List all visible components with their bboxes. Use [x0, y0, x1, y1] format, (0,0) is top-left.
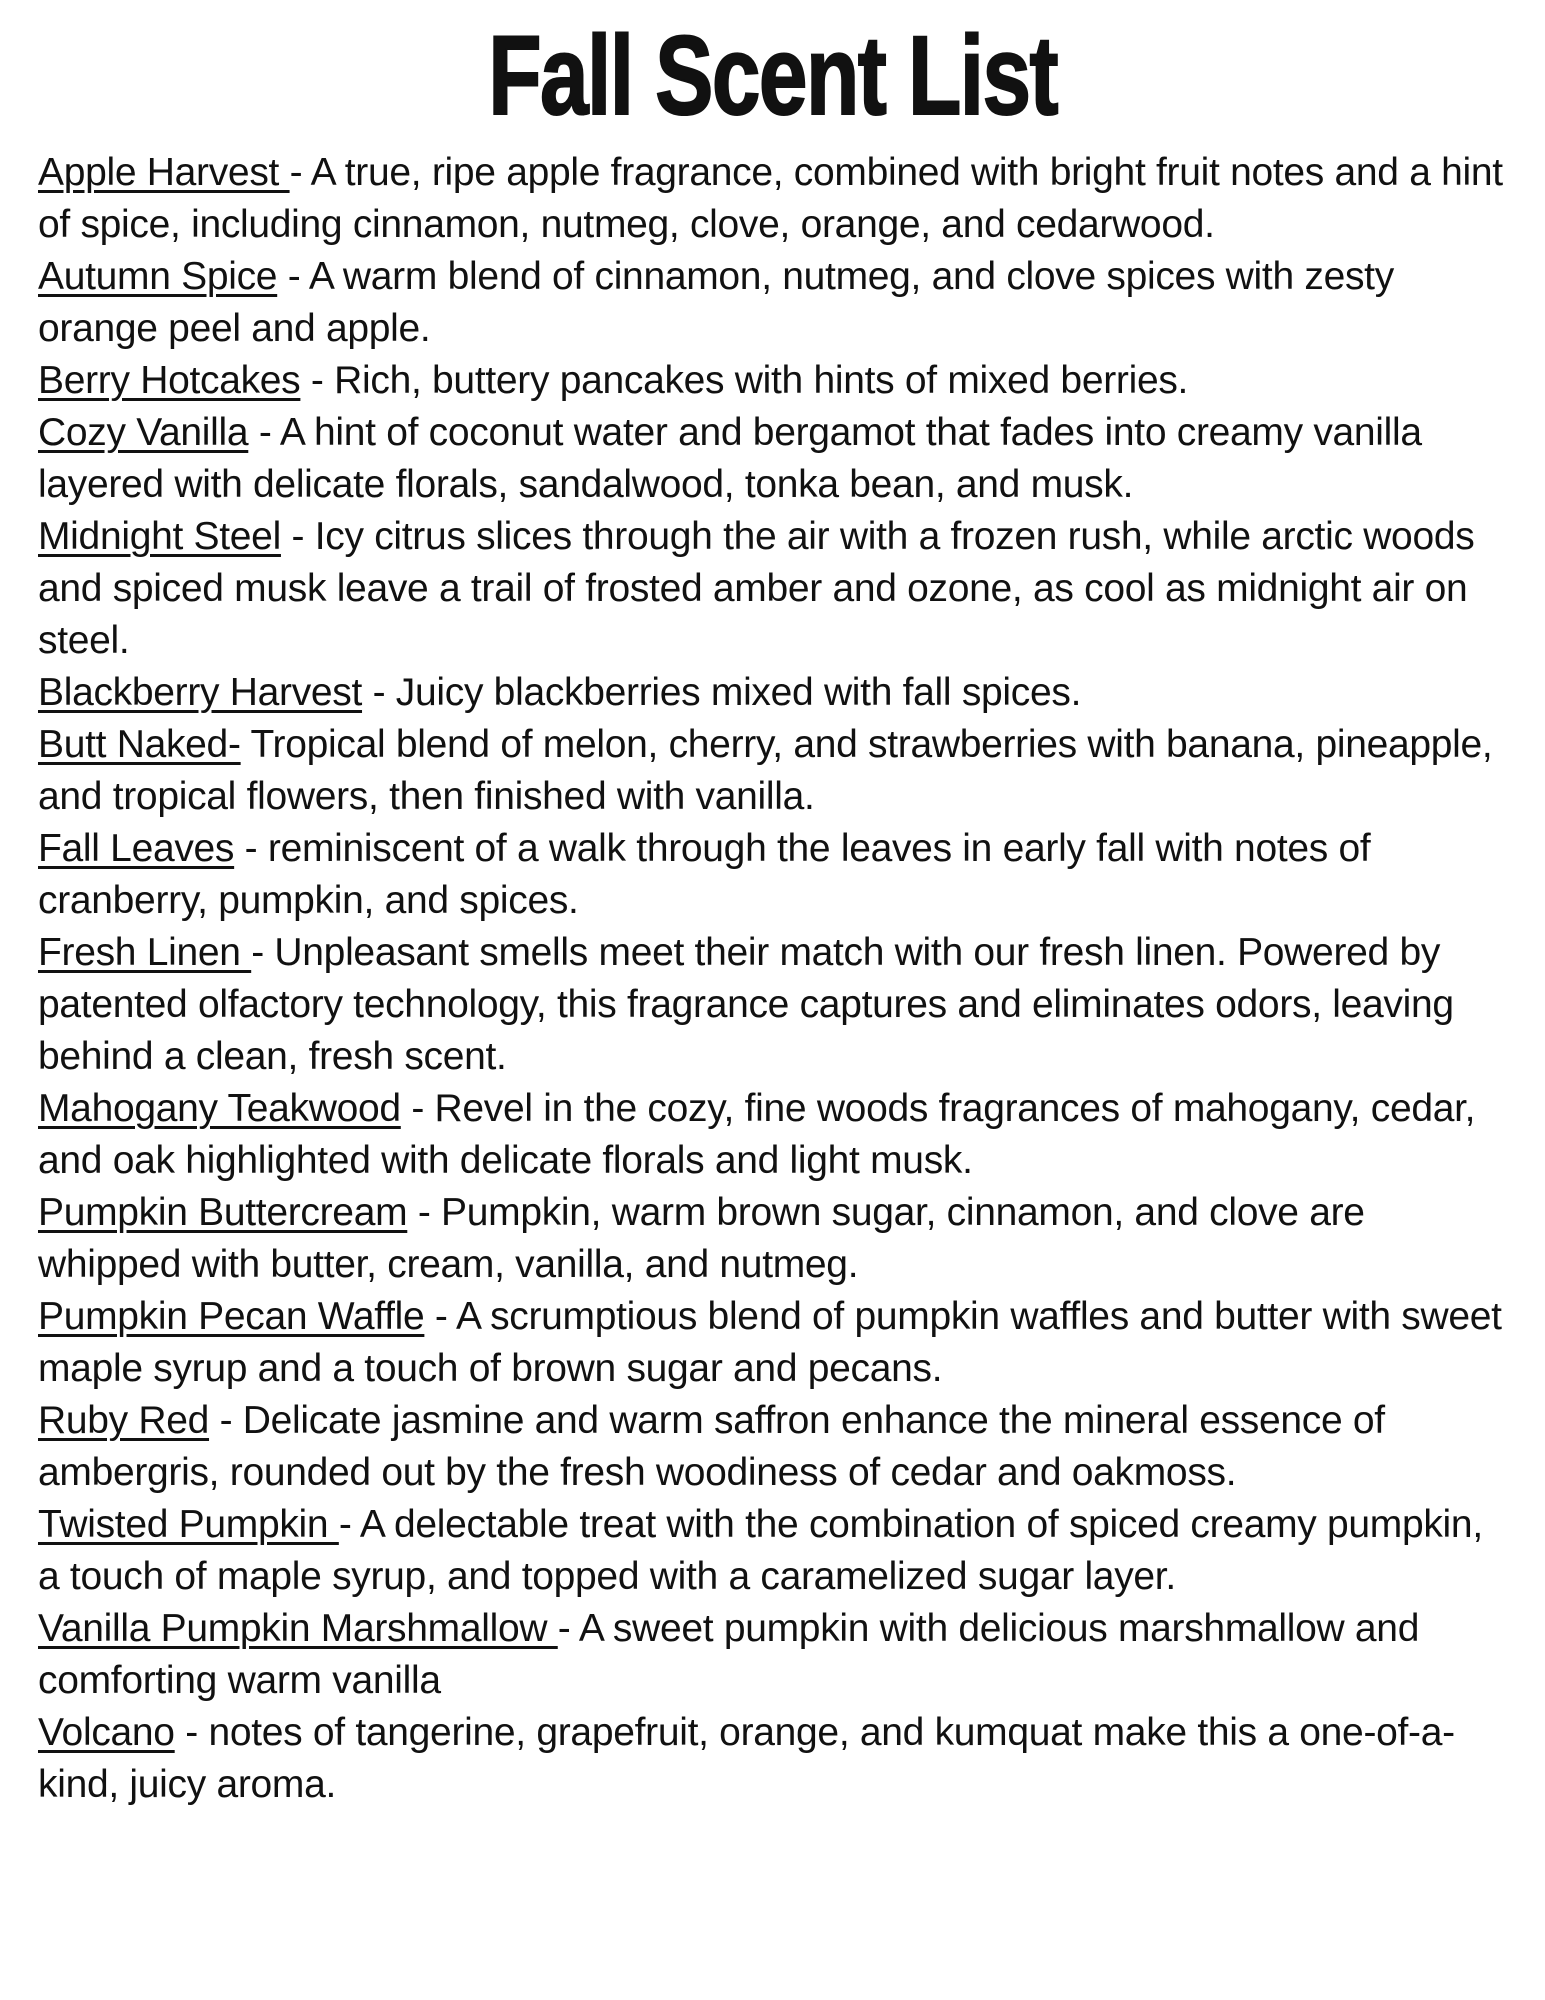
- scent-separator: -: [400, 1087, 435, 1131]
- scent-separator: [241, 723, 251, 766]
- scent-entry: [38, 927, 1507, 1083]
- scent-name: Midnight Steel: [38, 515, 281, 559]
- scent-separator: -: [300, 359, 335, 403]
- scent-description: reminiscent of a walk through the leaves in early fall with notes of cranberry, pumpkin, and spices.: [38, 827, 1371, 923]
- scent-entry: [38, 147, 1507, 251]
- scent-entry: [38, 511, 1507, 667]
- scent-separator: -: [277, 255, 309, 299]
- scent-description: A delectable treat with the combination of spiced creamy pumpkin, a touch of maple syrup, and topped with a caramelized sugar layer.: [38, 1503, 1483, 1599]
- scent-entry: [38, 667, 1507, 719]
- scent-description: Revel in the cozy, fine woods fragrances of mahogany, cedar, and oak highlighted with delicate florals and light musk.: [38, 1087, 1476, 1183]
- scent-name: Apple Harvest: [38, 151, 290, 195]
- scent-name: Mahogany Teakwood: [38, 1087, 401, 1131]
- scent-separator: -: [338, 1503, 360, 1547]
- scent-description: A scrumptious blend of pumpkin waffles and butter with sweet maple syrup and a touch of brown sugar and pecans.: [38, 1295, 1502, 1391]
- scent-description: A sweet pumpkin with delicious marshmallow and comforting warm vanilla: [38, 1607, 1420, 1703]
- scent-entry: [38, 407, 1507, 511]
- scent-entry: [38, 1291, 1507, 1395]
- scent-description: notes of tangerine, grapefruit, orange, and kumquat make this a one-of-a-kind, juicy aroma.: [38, 1711, 1455, 1807]
- scent-name: Butt Naked-: [38, 723, 241, 767]
- scent-entry: [38, 1603, 1507, 1707]
- scent-entries: [38, 147, 1507, 1811]
- scent-name: Blackberry Harvest: [38, 671, 363, 715]
- scent-separator: -: [209, 1399, 243, 1443]
- scent-description: Tropical blend of melon, cherry, and strawberries with banana, pineapple, and tropical flowers, then finished with vanilla.: [38, 723, 1493, 819]
- scent-name: Vanilla Pumpkin Marshmallow: [38, 1607, 558, 1651]
- scent-separator: -: [362, 671, 396, 715]
- scent-description: A true, ripe apple fragrance, combined with bright fruit notes and a hint of spice, including cinnamon, nutmeg, clove, orange, and cedarwood.: [38, 151, 1503, 247]
- scent-separator: -: [280, 515, 315, 559]
- scent-name: Ruby Red: [38, 1399, 210, 1443]
- scent-separator: -: [557, 1607, 579, 1651]
- scent-name: Pumpkin Pecan Waffle: [38, 1295, 425, 1339]
- scent-name: Fresh Linen: [38, 931, 252, 975]
- scent-description: A warm blend of cinnamon, nutmeg, and clove spices with zesty orange peel and apple.: [38, 255, 1394, 351]
- scent-name: Volcano: [38, 1711, 175, 1755]
- page-title-text: Fall Scent List: [488, 13, 1057, 138]
- scent-separator: -: [407, 1191, 442, 1235]
- scent-name: Autumn Spice: [38, 255, 278, 299]
- scent-entry: [38, 355, 1507, 407]
- page-title: [38, 14, 1507, 137]
- scent-separator: -: [251, 931, 275, 975]
- scent-entry: [38, 719, 1507, 823]
- scent-entry: [38, 1083, 1507, 1187]
- scent-entry: [38, 251, 1507, 355]
- scent-name: Pumpkin Buttercream: [38, 1191, 408, 1235]
- scent-name: Berry Hotcakes: [38, 359, 301, 403]
- scent-name: Fall Leaves: [38, 827, 235, 871]
- scent-description: Rich, buttery pancakes with hints of mixed berries.: [334, 359, 1189, 403]
- scent-description: Juicy blackberries mixed with fall spices.: [395, 671, 1082, 715]
- scent-separator: -: [248, 411, 280, 455]
- scent-name: Twisted Pumpkin: [38, 1503, 339, 1547]
- scent-entry: [38, 1395, 1507, 1499]
- scent-separator: -: [234, 827, 268, 871]
- scent-name: Cozy Vanilla: [38, 411, 249, 455]
- scent-description: Pumpkin, warm brown sugar, cinnamon, and clove are whipped with butter, cream, vanilla, and nutmeg.: [38, 1191, 1365, 1287]
- scent-separator: -: [424, 1295, 456, 1339]
- scent-separator: -: [289, 151, 311, 195]
- scent-entry: [38, 1707, 1507, 1811]
- scent-description: Delicate jasmine and warm saffron enhance the mineral essence of ambergris, rounded out by the fresh woodiness of cedar and oakmoss.: [38, 1399, 1385, 1495]
- scent-entry: [38, 1187, 1507, 1291]
- scent-separator: -: [174, 1711, 209, 1755]
- scent-description: A hint of coconut water and bergamot that fades into creamy vanilla layered with delicate florals, sandalwood, tonka bean, and musk.: [38, 411, 1422, 507]
- scent-entry: [38, 1499, 1507, 1603]
- scent-entry: [38, 823, 1507, 927]
- scent-description: Unpleasant smells meet their match with our fresh linen. Powered by patented olfactory technology, this fragrance captures and eliminates odors, leaving behind a clean, fresh scent.: [38, 931, 1454, 1079]
- scent-description: Icy citrus slices through the air with a frozen rush, while arctic woods and spiced musk leave a trail of frosted amber and ozone, as cool as midnight air on steel.: [38, 515, 1475, 663]
